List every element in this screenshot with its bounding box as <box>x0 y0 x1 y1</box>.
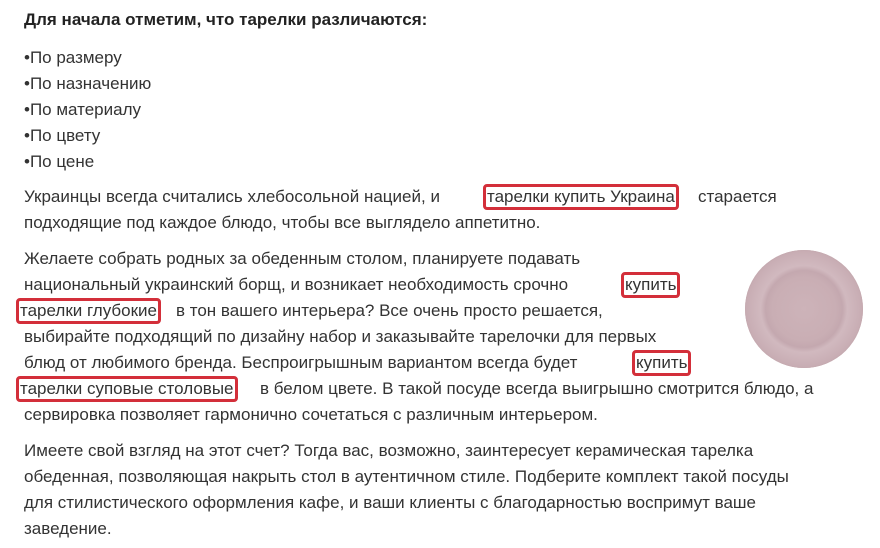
paragraph-3-line-4: заведение. <box>24 519 112 538</box>
text: в белом цвете. В такой посуде всегда выигрышно смотрится блюдо, а <box>260 379 814 398</box>
keyword-link-deep-plates[interactable]: тарелки глубокие <box>16 298 161 324</box>
paragraph-2-line-7: сервировка позволяет гармонично сочетаться с различным интерьером. <box>24 405 598 424</box>
paragraph-3-line-1: Имеете свой взгляд на этот счет? Тогда вас, возможно, заинтересует керамическая тарелка <box>24 441 754 460</box>
keyword-link-plates-ukraine[interactable]: тарелки купить Украина <box>483 184 679 210</box>
keyword-link-buy[interactable]: купить <box>621 272 680 298</box>
text: национальный украинский борщ, и возникает необходимость срочно <box>24 275 569 294</box>
bullet-list <box>24 45 151 175</box>
text: в тон вашего интерьера? Все очень просто решается, <box>176 301 603 320</box>
text: старается <box>698 187 777 206</box>
list-item: •По размеру <box>24 48 122 67</box>
list-item: •По назначению <box>24 74 152 93</box>
list-item: •По цене <box>24 152 95 171</box>
paragraph-3-line-2: обеденная, позволяющая накрыть стол в аутентичном стиле. Подберите комплект такой посуды <box>24 467 789 486</box>
paragraph-3-line-3: для стилистического оформления кафе, и ваши клиенты с благодарностью воспримут ваше <box>24 493 757 512</box>
plate-image <box>745 250 863 368</box>
text: Украинцы всегда считались хлебосольной нацией, и <box>24 187 440 206</box>
paragraph-1-line-2: подходящие под каждое блюдо, чтобы все выглядело аппетитно. <box>24 213 541 232</box>
list-item: •По материалу <box>24 100 141 119</box>
paragraph-2-line-4: выбирайте подходящий по дизайну набор и заказывайте тарелочки для первых <box>24 327 657 346</box>
text: блюд от любимого бренда. Беспроигрышным вариантом всегда будет <box>24 353 578 372</box>
list-item: •По цвету <box>24 126 101 145</box>
keyword-link-buy[interactable]: купить <box>632 350 691 376</box>
keyword-link-soup-plates[interactable]: тарелки суповые столовые <box>16 376 238 402</box>
section-heading: Для начала отметим, что тарелки различаются: <box>24 10 428 29</box>
paragraph-2-line-1: Желаете собрать родных за обеденным столом, планируете подавать <box>24 249 581 268</box>
